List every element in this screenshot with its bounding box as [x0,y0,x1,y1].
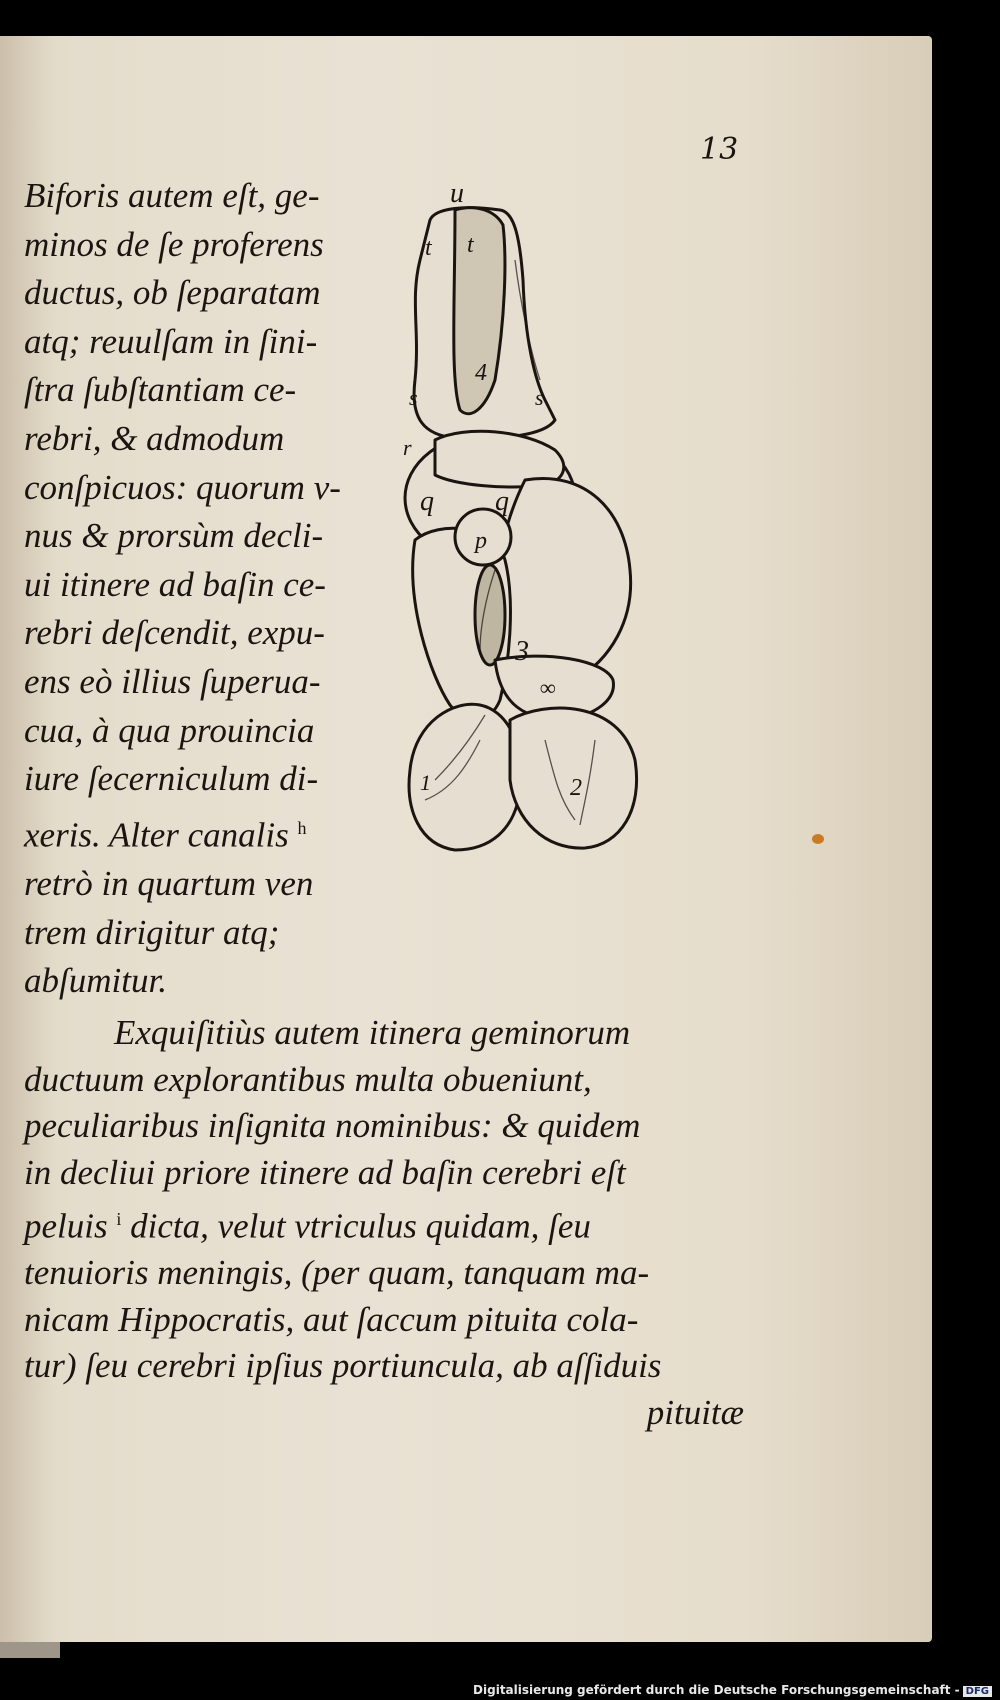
figure-label: 3 [515,636,529,667]
margin-note-h: h [297,817,307,838]
text-line: abſumitur. [24,961,167,1001]
text-line: tenuioris meningis, (per quam, tanquam ma- [24,1253,650,1293]
text-line: ui itinere ad baſin ce- [24,564,326,604]
figure-label: 1 [420,770,431,795]
text-line: peculiaribus inſignita nominibus: & quidem [24,1106,641,1145]
text-line: nicam Hippocratis, aut ſaccum pituita cola- [24,1299,639,1339]
footer-text: Digitalisierung gefördert durch die Deutsche Forschungsgemeinschaft - [473,1683,960,1697]
figure-label: s [409,385,418,410]
text-line: iure ſecerniculum di- [24,759,319,799]
figure-label: 4 [475,360,487,386]
figure-label: q [420,486,434,517]
figure-label: s [535,385,544,410]
brain-woodcut-figure [395,180,695,930]
figure-label: t [425,235,432,261]
text-line: Exquiſitiùs autem itinera geminorum [114,1013,631,1052]
wrapped-text-block [24,172,384,1006]
text-line: in decliui priore itinere ad baſin cerebri eſt [24,1152,626,1192]
figure-label: ∞ [540,675,556,700]
text-line: ens eò illius ſuperua- [24,661,321,701]
figure-label: t [467,232,474,258]
text-line: rebri, & admodum [24,418,285,458]
figure-label: 2 [570,775,582,801]
text-line: trem dirigitur atq; [24,912,280,952]
catchword: pituitæ [646,1392,744,1432]
page-edge [0,1642,60,1658]
text-line: ductuum explorantibus multa obueniunt, [24,1059,592,1099]
text-line: Biforis autem eſt, ge- [24,176,320,215]
figure-label: p [475,528,487,554]
text-line: retrò in quartum ven [24,863,314,903]
digitization-footer [473,1683,992,1697]
page-number: 13 [700,132,739,167]
text-line: rebri deſcendit, expu- [24,613,325,653]
margin-note-i: i [116,1209,122,1229]
text-line: cua, à qua prouincia [24,710,315,750]
figure-label: u [450,180,464,209]
text-line: tur) ſeu cerebri ipſius portiuncula, ab aſſiduis [24,1346,662,1386]
paper-stain [812,834,824,844]
text-line: nus & prorsùm decli- [24,516,324,556]
text-line-content: peluis [24,1206,108,1246]
figure-label: q [495,486,509,517]
text-line: minos de ſe proferens [24,224,324,264]
text-line [24,1196,744,1250]
text-line-content: dicta, velut vtriculus quidam, ſeu [130,1206,591,1246]
text-line: ſtra ſubſtantiam ce- [24,370,297,410]
full-width-text-block [24,1010,744,1436]
text-line-content: xeris. Alter canalis [24,815,289,855]
text-line: conſpicuos: quorum v- [24,467,341,507]
figure-label: r [403,435,412,460]
text-line: ductus, ob ſeparatam [24,273,321,313]
dfg-logo: DFG [963,1686,992,1697]
text-line: atq; reuulſam in ſini- [24,321,318,361]
text-line [24,804,384,860]
